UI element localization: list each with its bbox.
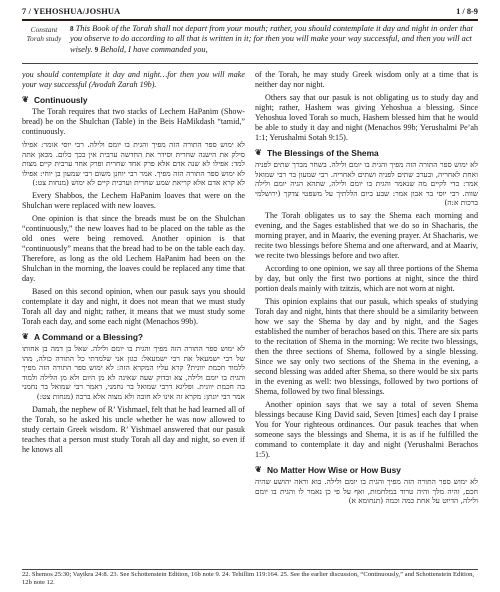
section-title: The Blessings of the Shema bbox=[267, 148, 379, 158]
section-heading-no-matter-how-wise bbox=[255, 465, 478, 475]
section-title: Continuously bbox=[34, 95, 88, 105]
section-heading-continuously bbox=[22, 95, 245, 105]
hebrew-source-text: לא ימוש ספר התורה הזה מפיך והגית בו יומם ולילה. בשחר מברך שתים לפניה ואחת לאחריה, ובערב שתים לפניה ושתים לאחריה. רבי שמעון בר רבי שמואל אמר: כדי לקיים מה שנאמר והגית בו יומם ולילה, שתהא הגיה יומם ולילה שווה. רבי יוסי בר אבון אמר: שבע ביום הללתיך על משפטי צדקך (ירושלמי ברכות א:ה) bbox=[255, 160, 478, 208]
intro-text: you should contemplate it day and night…for then you will make your way successful (Avodah Zarah 19b). bbox=[22, 70, 245, 89]
section-title: No Matter How Wise or How Busy bbox=[267, 464, 401, 475]
hebrew-source-text: לא ימוש ספר התורה הזה מפיך והגית בו יומם ולילה. שאל בן דמה בן אחותו של רבי ישמעאל את רבי ישמעאל: כגון אני שלמדתי כל התורה כולה, מהו ללמוד חכמת יוונית? קרא עליו המקרא הזה: לא ימוש ספר התורה הזה מפיך והגית בו יומם ולילה, צא ובדוק שעה שאינה לא מן היום ולא מן הלילה ולמוד בה חכמת יוונית. ופליגא דרבי שמואל בר נחמני, דאמר רבי שמואל בר נחמני אמר רבי יונתן: מקרא זה אינו לא חובה ולא מצוה אלא ברכה (מנחות צט:) bbox=[22, 343, 245, 401]
verse-text bbox=[66, 24, 478, 55]
paragraph: Damah, the nephew of R’ Yishmael, felt that he had learned all of the Torah, so he asked his uncle whether he was now allowed to study certain Greek wisdom. R’ Yishmael answered that our pasuk teaches that a person must study Torah all day and night, so even if he knows all bbox=[22, 404, 245, 454]
fleuron-icon: ❦ bbox=[22, 95, 29, 104]
paragraph: According to one opinion, we say all three portions of the Shema by day, but only the first two portions at night, since the third portion deals mainly with tzitzis, which are not worn at night. bbox=[255, 263, 478, 293]
verse-9-text: Behold, I have commanded you, bbox=[100, 44, 208, 54]
header-chapter-verse: 1 / 8-9 bbox=[456, 6, 478, 16]
footnotes bbox=[22, 571, 478, 589]
fleuron-icon: ❦ bbox=[255, 148, 262, 157]
paragraph: Every Shabbos, the Lechem HaPanim loaves that were on the Shulchan were replaced with new loaves. bbox=[22, 190, 245, 210]
verse-side-label: Constant Torah study bbox=[26, 25, 62, 43]
fleuron-icon: ❦ bbox=[22, 331, 29, 341]
section-heading-blessings-of-shema bbox=[255, 148, 478, 158]
verse-number-8: 8 bbox=[70, 25, 74, 33]
verse-number-9: 9 bbox=[94, 45, 99, 54]
verse-8-text: This Book of the Torah shall not depart from your mouth; rather, you should contemplate it day and night in order that you observe to do according to all that is written in it; for then you will make your way successful, and then you will act wisely. bbox=[70, 24, 473, 54]
running-header bbox=[22, 4, 478, 18]
fleuron-icon: ❦ bbox=[255, 464, 262, 474]
verse-block bbox=[22, 24, 478, 55]
header-book-title: 7 / YEHOSHUA/JOSHUA bbox=[22, 6, 121, 16]
paragraph: The Torah requires that two stacks of Lechem HaPanim (Show-bread) be on the Shulchan (Table) in the Beis HaMikdash “tamid,” continuously. bbox=[22, 107, 245, 136]
paragraph: Another opinion says that we say a total of seven Shema blessings because King David said, Seven [times] each day I praise You for Your righteous ordinances. Our pasuk teaches that when someone says the blessings and Shema, it is as if he fulfilled the command to contemplate it day and night (Yerushalmi Berachos 1:5). bbox=[255, 399, 478, 459]
header-divider bbox=[22, 19, 478, 21]
section-title: A Command or a Blessing? bbox=[34, 331, 144, 342]
commentary-columns bbox=[22, 70, 478, 564]
paragraph: Others say that our pasuk is not obligating us to study day and night; rather, Hashem was giving Yehoshua a blessing. Since Yehoshua loved Torah so much, Hashem blessed him that he would be able to study it day and night (Menachos 99b; Yerushalmi Pe’ah 1:1; Yerushalmi Sotah 9:15). bbox=[255, 93, 478, 142]
paragraph: of the Torah, he may study Greek wisdom only at a time that is neither day nor night. bbox=[255, 70, 478, 89]
paragraph: One opinion is that since the breads must be on the Shulchan “continuously,” the new loaves had to be placed on the table as the old ones were being removed. Another opinion is that “continuously” means that the bread had to be on the table each day. Therefore, as long as the old Lechem HaPanim had been on the Shulchan in the morning, the loaves could be replaced any time that day. bbox=[22, 213, 245, 283]
paragraph: This opinion explains that our pasuk, which speaks of studying Torah day and night, hints that there should be a similarity between how we say the Shema by day and by night, and the Sages established the number of berachos based on this. There are six parts to the recitation of Shema in the morning: We recite two blessings, then the three sections of Shema, followed by a single blessing. Since we say only two sections of the Shema in the evening, a second blessing was added after Shema, so there would be six parts in the evening as well: two blessings, followed by two portions of Shema, followed by two final blessings. bbox=[255, 296, 478, 396]
right-column bbox=[255, 70, 478, 564]
paragraph: Based on this second opinion, when our pasuk says you should contemplate it day and night, it does not mean that we must study Torah all day and night; rather, it means that we must study some Torah each day, and some each night (Menachos 99b). bbox=[22, 286, 245, 326]
hebrew-source-text: לא ימוש ספר התורה הזה מפיך והגית בו יומם ולילה. רבי יוסי אומר: אפילו סילק את הישנה שחרית וסידר את החדשה ערבית אין בכך כלום. מכאן אתה למד: אפילו לא שנה אדם אלא פרק אחד שחרית ופרק אחד ערבית קיים מצות לא ימוש ספר התורה הזה מפיך. אמר רבי יוחנן משום רבי שמעון בן יוחי: אפילו לא קרא אדם אלא קריאת שמע שחרית וערבית קיים לא ימוש (מנחות צט:) bbox=[22, 140, 245, 188]
left-column bbox=[22, 70, 245, 564]
paragraph: The Torah obligates us to say the Shema each morning and evening, and the Sages established that we do so in Shacharis, the morning prayer, and in Maariv, the evening prayer. At Shacharis, we recite two blessings before Shema and one afterward, and at Maariv, we recite two blessings before and two after. bbox=[255, 210, 478, 260]
verse-divider bbox=[22, 63, 478, 64]
hebrew-source-text: לא ימוש ספר התורה הזה מפיך והגית בו יומם ולילה. בוא וראה יהושע שהיה חכם, והיה מלך והיה טרוד במלחמות, ואף על פי כן נאמר לו והגית בו יומם ולילה, הדיוט על אחת כמה וכמה (תנחומא א) bbox=[255, 476, 478, 506]
section-heading-command-or-blessing bbox=[22, 332, 245, 342]
footnote-divider bbox=[22, 569, 478, 570]
footnote-text: 22. Shemos 25:30; Vayikra 24:8. 23. See Schottenstein Edition, 16b note 9. 24. Tehillim 119:164. 25. See the earlier discussion, “Continuously,” and Schottenstein Edition, 12b note 12. bbox=[22, 571, 475, 586]
